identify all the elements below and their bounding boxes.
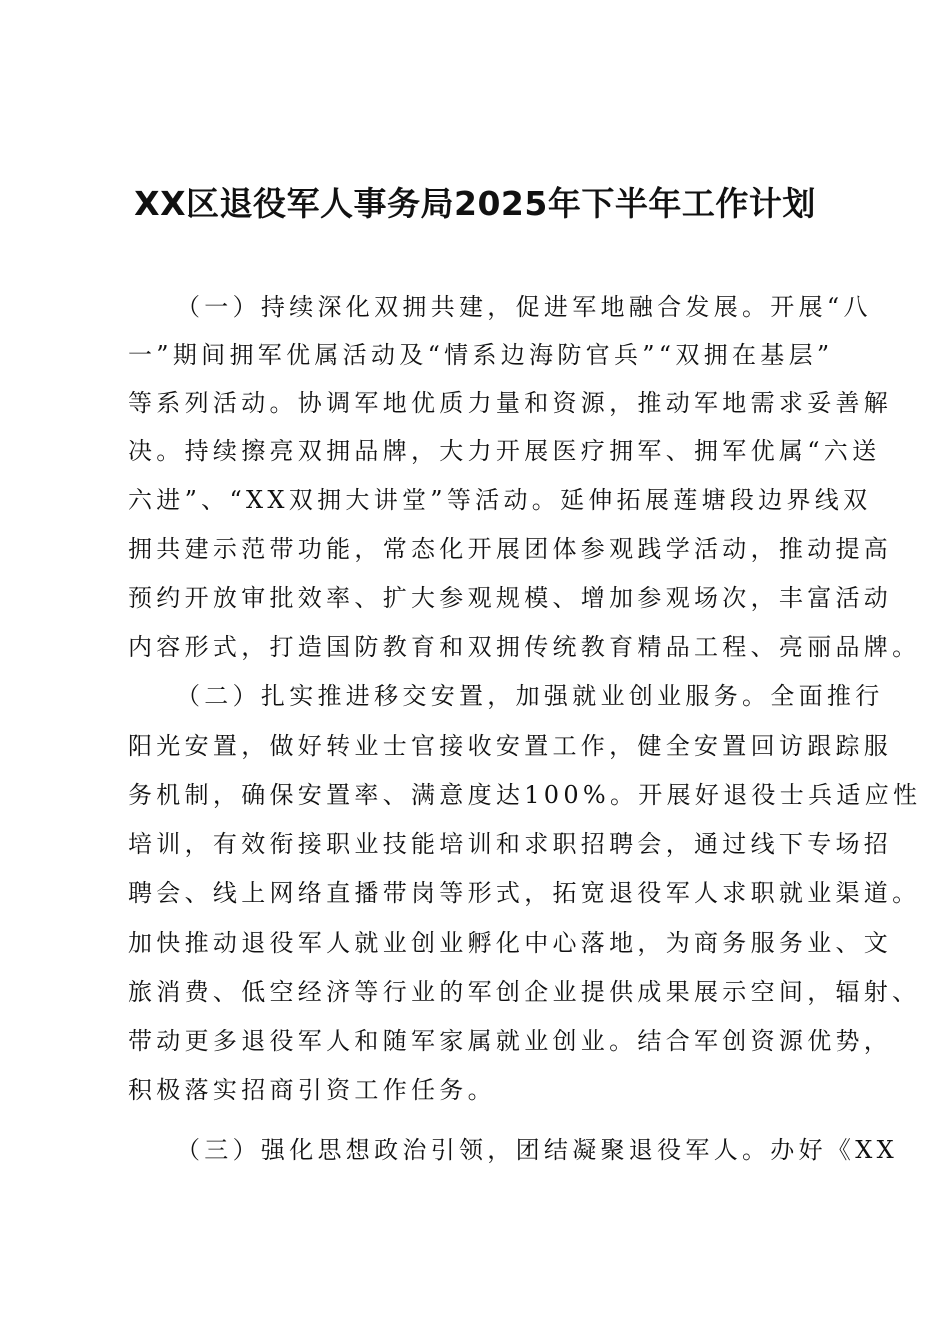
paragraph-1-line-5: 六进”、“XX双拥大讲堂”等活动。延伸拓展莲塘段边界线双 (128, 486, 872, 514)
paragraph-2-line-5: 聘会、线上网络直播带岗等形式，拓宽退役军人求职就业渠道。 (128, 879, 921, 907)
paragraph-1-line-6: 拥共建示范带功能，常态化开展团体参观践学活动，推动提高 (128, 535, 893, 563)
paragraph-2-line-9: 积极落实招商引资工作任务。 (128, 1076, 496, 1104)
paragraph-1-line-1: （一）持续深化双拥共建，促进军地融合发展。开展“八 (176, 293, 872, 321)
paragraph-1-line-4: 决。持续擦亮双拥品牌，大力开展医疗拥军、拥军优属“六送 (128, 437, 881, 465)
paragraph-2-line-4: 培训，有效衔接职业技能培训和求职招聘会，通过线下专场招 (128, 830, 893, 858)
paragraph-2-line-6: 加快推动退役军人就业创业孵化中心落地，为商务服务业、文 (128, 929, 893, 957)
paragraph-1-line-2: 一”期间拥军优属活动及“情系边海防官兵”“双拥在基层” (128, 341, 834, 369)
document-title: XX区退役军人事务局2025年下半年工作计划 (134, 184, 816, 223)
paragraph-1-line-3: 等系列活动。协调军地优质力量和资源，推动军地需求妥善解 (128, 389, 893, 417)
paragraph-1-line-8: 内容形式，打造国防教育和双拥传统教育精品工程、亮丽品牌。 (128, 633, 921, 661)
paragraph-2-line-2: 阳光安置，做好转业士官接收安置工作，健全安置回访跟踪服 (128, 732, 893, 760)
paragraph-1-line-7: 预约开放审批效率、扩大参观规模、增加参观场次，丰富活动 (128, 584, 893, 612)
paragraph-2-line-1: （二）扎实推进移交安置，加强就业创业服务。全面推行 (176, 682, 884, 710)
paragraph-2-line-3: 务机制，确保安置率、满意度达100%。开展好退役士兵适应性 (128, 781, 922, 809)
paragraph-3-line-1: （三）强化思想政治引领，团结凝聚退役军人。办好《XX (176, 1136, 898, 1164)
paragraph-2-line-7: 旅消费、低空经济等行业的军创企业提供成果展示空间，辐射、 (128, 978, 921, 1006)
paragraph-2-line-8: 带动更多退役军人和随军家属就业创业。结合军创资源优势， (128, 1027, 893, 1055)
